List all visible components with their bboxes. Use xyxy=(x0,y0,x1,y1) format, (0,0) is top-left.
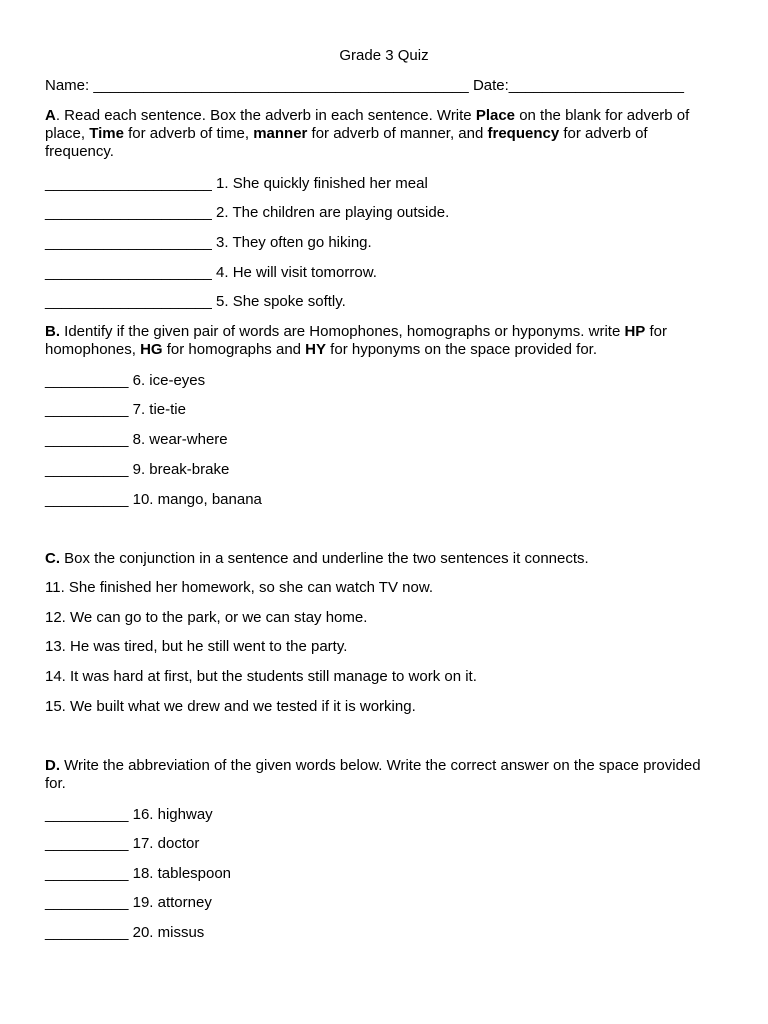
answer-blank: __________ xyxy=(45,924,129,941)
name-blank: _____________________________________________ xyxy=(93,77,469,94)
question-item xyxy=(45,175,725,193)
answer-blank: __________ xyxy=(45,401,129,418)
question-item xyxy=(45,806,725,824)
question-item xyxy=(45,491,725,509)
answer-blank: ____________________ xyxy=(45,293,212,310)
question-text: 20. missus xyxy=(132,924,205,941)
page-title: Grade 3 Quiz xyxy=(339,47,429,64)
date-blank: _____________________ xyxy=(508,77,684,94)
section-b-text-4: for hyponyms on the space provided for. xyxy=(326,341,598,358)
section-a-text-3: for adverb of time, xyxy=(123,125,254,142)
section-a-instructions xyxy=(45,107,717,161)
answer-blank: ____________________ xyxy=(45,264,212,281)
question-item xyxy=(45,234,725,252)
question-item xyxy=(45,865,725,883)
question-item xyxy=(45,264,725,282)
question-text: 5. She spoke softly. xyxy=(216,293,346,310)
question-text: 8. wear-where xyxy=(132,431,228,448)
answer-blank: __________ xyxy=(45,806,129,823)
question-item xyxy=(45,894,725,912)
question-text: 1. She quickly finished her meal xyxy=(216,175,428,192)
date-label: Date: xyxy=(472,77,509,94)
section-b-text-3: for homographs and xyxy=(162,341,306,358)
question-item xyxy=(45,372,725,390)
question-item xyxy=(45,835,725,853)
sentence-item: 13. He was tired, but he still went to the party. xyxy=(45,638,348,655)
answer-blank: __________ xyxy=(45,894,129,911)
answer-blank: ____________________ xyxy=(45,234,212,251)
question-item xyxy=(45,401,725,419)
sentence-item: 11. She finished her homework, so she can watch TV now. xyxy=(45,579,433,596)
section-a-keyword-frequency: frequency xyxy=(487,125,560,142)
answer-blank: __________ xyxy=(45,491,129,508)
section-a-text-4: for adverb of manner, and xyxy=(307,125,488,142)
question-text: 2. The children are playing outside. xyxy=(216,204,450,221)
question-item xyxy=(45,924,725,942)
sentence-item: 15. We built what we drew and we tested if it is working. xyxy=(45,698,416,715)
section-a-keyword-manner: manner xyxy=(253,125,308,142)
question-text: 9. break-brake xyxy=(132,461,230,478)
section-d-text-1: Write the abbreviation of the given words below. Write the correct answer on the space provided for. xyxy=(45,757,701,792)
answer-blank: __________ xyxy=(45,835,129,852)
question-text: 7. tie-tie xyxy=(132,401,186,418)
question-text: 4. He will visit tomorrow. xyxy=(216,264,377,281)
section-b-keyword-hg: HG xyxy=(140,341,163,358)
question-item xyxy=(45,293,725,311)
section-a-keyword-place: Place xyxy=(475,107,516,124)
name-label: Name: xyxy=(45,77,90,94)
question-item xyxy=(45,461,725,479)
section-a-text-5: for adverb of frequency. xyxy=(45,125,648,160)
section-d-letter: D. xyxy=(45,757,60,774)
question-text: 18. tablespoon xyxy=(132,865,232,882)
section-d-instructions xyxy=(45,757,717,793)
section-b-text-1: Identify if the given pair of words are Homophones, homographs or hyponyms. write xyxy=(60,323,625,340)
section-c-instructions xyxy=(45,550,717,568)
answer-blank: __________ xyxy=(45,372,129,389)
section-c-letter: C. xyxy=(45,550,60,567)
section-b-text-2: for homophones, xyxy=(45,323,667,358)
section-b-keyword-hy: HY xyxy=(305,341,327,358)
sentence-item: 14. It was hard at first, but the students still manage to work on it. xyxy=(45,668,477,685)
question-text: 3. They often go hiking. xyxy=(216,234,372,251)
answer-blank: ____________________ xyxy=(45,175,212,192)
sentence-item: 12. We can go to the park, or we can stay home. xyxy=(45,609,368,626)
question-item xyxy=(45,204,725,222)
question-text: 16. highway xyxy=(132,806,213,823)
question-text: 6. ice-eyes xyxy=(132,372,206,389)
section-a-keyword-time: Time xyxy=(89,125,124,142)
section-c-text-1: Box the conjunction in a sentence and underline the two sentences it connects. xyxy=(60,550,589,567)
question-text: 10. mango, banana xyxy=(132,491,262,508)
name-date-row xyxy=(45,77,725,95)
section-b-keyword-hp: HP xyxy=(624,323,646,340)
section-a-text-2: on the blank for adverb of place, xyxy=(45,107,690,142)
section-a-letter: A xyxy=(45,107,56,124)
question-item xyxy=(45,431,725,449)
question-text: 19. attorney xyxy=(132,894,212,911)
section-b-instructions xyxy=(45,323,717,359)
question-text: 17. doctor xyxy=(132,835,200,852)
answer-blank: __________ xyxy=(45,865,129,882)
section-a-text-1: . Read each sentence. Box the adverb in each sentence. Write xyxy=(55,107,476,124)
answer-blank: __________ xyxy=(45,461,129,478)
section-b-letter: B. xyxy=(45,323,60,340)
answer-blank: __________ xyxy=(45,431,129,448)
answer-blank: ____________________ xyxy=(45,204,212,221)
